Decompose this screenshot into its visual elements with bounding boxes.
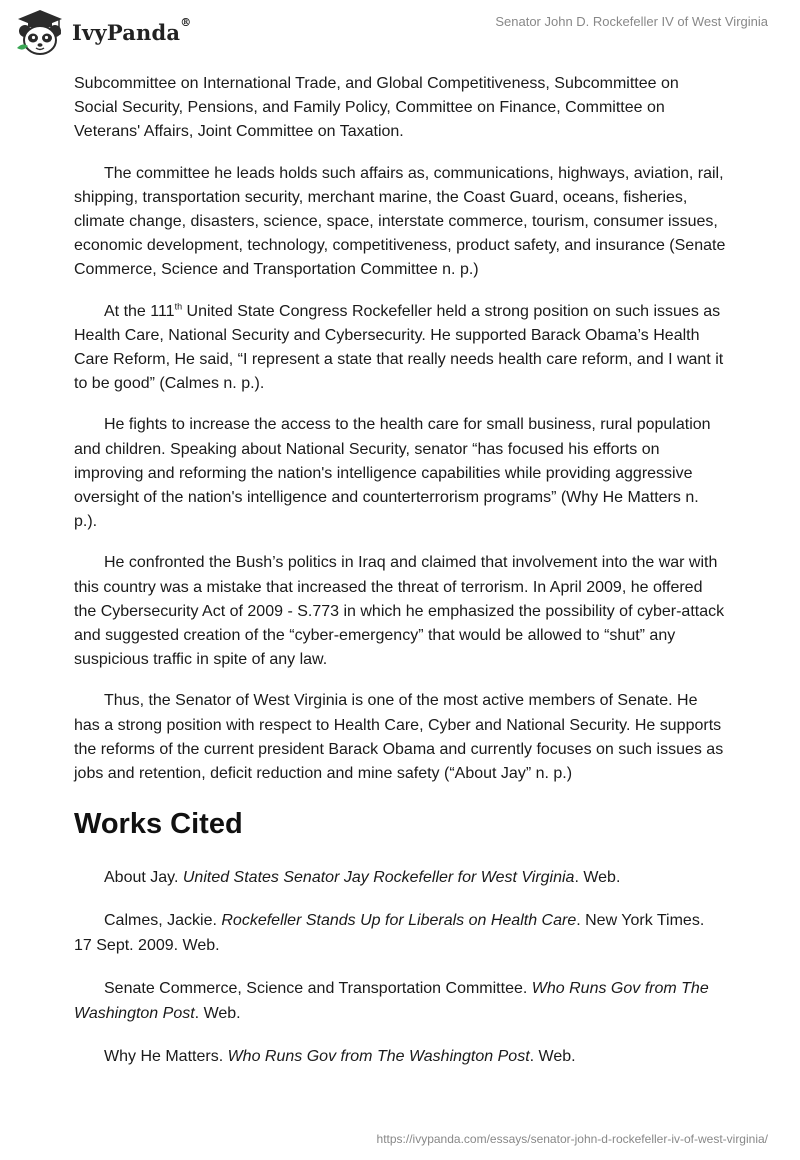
paragraph-4: He fights to increase the access to the health care for small business, rural population and children. Speaking about National Security, senator “has focused his efforts on improving and reforming the nation's intelligence capabilities while providing aggressive oversight of the nation's intelligence and counterterrorism programs” (Why He Matters n. p.). [74, 416, 711, 531]
paragraph-2: The committee he leads holds such affairs as, communications, highways, aviation, rail, shipping, transportation security, merchant marine, the Coast Guard, oceans, fisheries, climate change, disasters, science, space, interstate commerce, tourism, consumer issues, economic development, technology, competitiveness, product safety, and insurance (Senate Commerce, Science and Transportation Committee n. p.) [74, 164, 726, 279]
paragraph-3: At the 111th United State Congress Rockefeller held a strong position on such issues as Health Care, National Security and Cybersecurity. He supported Barack Obama’s Health Care Reform, He said, “I represent a state that really needs health care reform, and I want it to be good” (Calmes n. p.). [74, 301, 724, 393]
page-header [0, 0, 800, 64]
document-title: Senator John D. Rockefeller IV of West Virginia [495, 14, 768, 29]
paragraph-6: Thus, the Senator of West Virginia is one of the most active members of Senate. He has a strong position with respect to Health Care, Cyber and National Security. He supports the reforms of the current president Barack Obama and currently focuses on such issues as jobs and retention, deficit reduction and mine safety (“About Jay” n. p.) [74, 692, 724, 783]
citation-entry: Why He Matters. Who Runs Gov from The Washington Post. Web. [104, 1048, 576, 1066]
panda-graduate-icon [14, 8, 66, 56]
citation-entry: Senate Commerce, Science and Transportation Committee. Who Runs Gov from The Washington Post. Web. [74, 980, 709, 1023]
citation-entry: About Jay. United States Senator Jay Rockefeller for West Virginia. Web. [104, 869, 621, 887]
paragraph-5: He confronted the Bush’s politics in Iraq and claimed that involvement into the war with this country was a mistake that increased the threat of terrorism. In April 2009, he offered the Cybersecurity Act of 2009 - S.773 in which he emphasized the possibility of cyber-attack and suggested creation of the “cyber-emergency” that would be allowed to “shut” any suspicious traffic in spite of any law. [74, 554, 725, 669]
brand-name: IvyPanda® [72, 15, 192, 45]
source-url-link[interactable]: https://ivypanda.com/essays/senator-john-d-rockefeller-iv-of-west-virginia/ [376, 1132, 768, 1146]
citation-entry: Calmes, Jackie. Rockefeller Stands Up for Liberals on Health Care. New York Times. 17 Sept. 2009. Web. [74, 912, 705, 955]
essay-body [74, 72, 726, 1087]
paragraph-1: Subcommittee on International Trade, and Global Competitiveness, Subcommittee on Social Security, Pensions, and Family Policy, Committee on Finance, Committee on Veterans' Affairs, Joint Committee on Taxation. [74, 75, 679, 141]
ivypanda-logo[interactable] [14, 8, 191, 56]
works-cited-heading: Works Cited [74, 808, 243, 841]
